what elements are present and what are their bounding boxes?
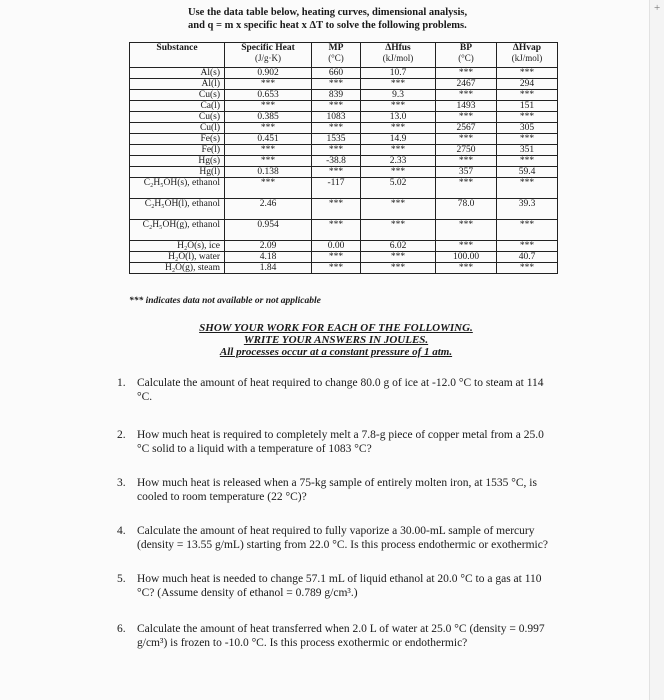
problem-text: How much heat is required to completely melt a 7.8-g piece of copper metal from a 25.0 °C solid to a liquid with a temperature of 1083 °C? bbox=[137, 429, 544, 455]
substance-cell: H₂O(g), steam bbox=[130, 263, 225, 274]
problem-number: 4. bbox=[117, 525, 126, 537]
table-cell: 5.02 bbox=[361, 178, 436, 199]
table-cell: *** bbox=[497, 220, 558, 241]
problem-text: Calculate the amount of heat required to fully vaporize a 30.00-mL sample of mercury (density = 13.55 g/mL) starting from 22.0 °C. Is this process endothermic or exothermic? bbox=[137, 525, 548, 551]
plus-icon: + bbox=[654, 2, 661, 14]
table-cell: *** bbox=[361, 101, 436, 112]
problem-text: Calculate the amount of heat required to change 80.0 g of ice at -12.0 °C to steam at 114 °C. bbox=[137, 377, 544, 403]
table-cell: 40.7 bbox=[497, 252, 558, 263]
problem-item bbox=[117, 524, 557, 552]
table-cell: 1493 bbox=[436, 101, 497, 112]
table-cell: *** bbox=[436, 156, 497, 167]
substance-cell: C₂H₅OH(s), ethanol bbox=[130, 178, 225, 199]
table-cell: 100.00 bbox=[436, 252, 497, 263]
table-cell: *** bbox=[225, 178, 312, 199]
table-cell: 294 bbox=[497, 79, 558, 90]
table-cell: *** bbox=[312, 220, 361, 241]
table-cell: 0.954 bbox=[225, 220, 312, 241]
table-cell: 13.0 bbox=[361, 112, 436, 123]
substance-cell: Cu(s) bbox=[130, 90, 225, 101]
table-cell: *** bbox=[312, 263, 361, 274]
table-cell: *** bbox=[225, 123, 312, 134]
table-cell: 2.46 bbox=[225, 199, 312, 220]
table-row bbox=[130, 112, 558, 123]
substance-cell: Cu(l) bbox=[130, 123, 225, 134]
table-header-row bbox=[130, 43, 558, 68]
problem-number: 2. bbox=[117, 429, 126, 441]
table-cell: *** bbox=[225, 145, 312, 156]
table-cell: 2750 bbox=[436, 145, 497, 156]
table-cell: *** bbox=[312, 79, 361, 90]
table-cell: *** bbox=[497, 134, 558, 145]
problem-item bbox=[117, 622, 557, 650]
header-specific-heat: Specific Heat (J/g·K) bbox=[225, 43, 312, 68]
instruction-line-3: All processes occur at a constant pressure of 1 atm. bbox=[219, 346, 453, 358]
table-cell: 151 bbox=[497, 101, 558, 112]
table-row bbox=[130, 241, 558, 252]
table-cell: 59.4 bbox=[497, 167, 558, 178]
table-cell: *** bbox=[361, 145, 436, 156]
table-row bbox=[130, 199, 558, 220]
problem-text: How much heat is released when a 75-kg sample of entirely molten iron, at 1535 °C, is cooled to room temperature (22 °C)? bbox=[137, 477, 537, 503]
table-cell: 660 bbox=[312, 68, 361, 79]
header-dhfus: ΔHfus (kJ/mol) bbox=[361, 43, 436, 68]
table-cell: *** bbox=[497, 241, 558, 252]
table-row bbox=[130, 68, 558, 79]
table-cell: *** bbox=[312, 123, 361, 134]
table-cell: 1535 bbox=[312, 134, 361, 145]
table-row bbox=[130, 252, 558, 263]
table-cell: 78.0 bbox=[436, 199, 497, 220]
problem-item bbox=[117, 476, 557, 504]
table-cell: *** bbox=[361, 263, 436, 274]
substance-cell: Hg(l) bbox=[130, 167, 225, 178]
table-cell: 39.3 bbox=[497, 199, 558, 220]
table-cell: *** bbox=[436, 68, 497, 79]
problem-number: 3. bbox=[117, 477, 126, 489]
problem-item bbox=[117, 572, 557, 600]
substance-cell: H₂O(l), water bbox=[130, 252, 225, 263]
table-cell: 305 bbox=[497, 123, 558, 134]
table-cell: *** bbox=[436, 178, 497, 199]
substance-cell: Fe(l) bbox=[130, 145, 225, 156]
page-edge bbox=[649, 0, 664, 700]
table-cell: *** bbox=[361, 123, 436, 134]
table-cell: *** bbox=[312, 101, 361, 112]
table-cell: 4.18 bbox=[225, 252, 312, 263]
intro-line-2: and q = m x specific heat x ΔT to solve the following problems. bbox=[188, 20, 467, 31]
table-cell: *** bbox=[497, 112, 558, 123]
table-cell: *** bbox=[225, 101, 312, 112]
table-row bbox=[130, 156, 558, 167]
problem-item bbox=[117, 376, 557, 404]
table-cell: *** bbox=[361, 220, 436, 241]
substance-cell: Al(s) bbox=[130, 68, 225, 79]
table-cell: *** bbox=[497, 178, 558, 199]
table-cell: 0.653 bbox=[225, 90, 312, 101]
intro-text bbox=[188, 6, 508, 32]
table-cell: *** bbox=[497, 156, 558, 167]
table-cell: *** bbox=[436, 263, 497, 274]
table-cell: *** bbox=[436, 112, 497, 123]
problem-item bbox=[117, 428, 557, 456]
table-cell: 0.902 bbox=[225, 68, 312, 79]
header-bp: BP (°C) bbox=[436, 43, 497, 68]
table-row bbox=[130, 220, 558, 241]
table-cell: 357 bbox=[436, 167, 497, 178]
table-row bbox=[130, 90, 558, 101]
problem-text: Calculate the amount of heat transferred when 2.0 L of water at 25.0 °C (density = 0.997 g/cm³) is frozen to -10.0 °C. Is this process exothermic or endothermic? bbox=[137, 623, 545, 649]
table-cell: *** bbox=[436, 90, 497, 101]
table-cell: 10.7 bbox=[361, 68, 436, 79]
table-cell: 0.00 bbox=[312, 241, 361, 252]
table-cell: 6.02 bbox=[361, 241, 436, 252]
table-cell: 0.451 bbox=[225, 134, 312, 145]
problem-number: 1. bbox=[117, 377, 126, 389]
substance-cell: Al(l) bbox=[130, 79, 225, 90]
table-cell: 2.33 bbox=[361, 156, 436, 167]
table-cell: 1083 bbox=[312, 112, 361, 123]
instruction-line-2: WRITE YOUR ANSWERS IN JOULES. bbox=[243, 334, 429, 346]
table-cell: *** bbox=[497, 68, 558, 79]
table-cell: *** bbox=[312, 199, 361, 220]
table-cell: *** bbox=[361, 199, 436, 220]
table-cell: 0.385 bbox=[225, 112, 312, 123]
table-cell: *** bbox=[361, 79, 436, 90]
table-cell: *** bbox=[497, 263, 558, 274]
table-row bbox=[130, 145, 558, 156]
problem-text: How much heat is needed to change 57.1 mL of liquid ethanol at 20.0 °C to a gas at 110 °C? (Assume density of ethanol = 0.789 g/cm³.) bbox=[137, 573, 542, 599]
substance-cell: Fe(s) bbox=[130, 134, 225, 145]
table-cell: *** bbox=[361, 252, 436, 263]
table-cell: 14.9 bbox=[361, 134, 436, 145]
instructions bbox=[176, 322, 496, 358]
header-mp: MP (°C) bbox=[312, 43, 361, 68]
table-cell: 0.138 bbox=[225, 167, 312, 178]
substance-cell: Cu(s) bbox=[130, 112, 225, 123]
substance-cell: C₂H₅OH(g), ethanol bbox=[130, 220, 225, 241]
table-cell: 2.09 bbox=[225, 241, 312, 252]
table-cell: *** bbox=[312, 167, 361, 178]
table-cell: *** bbox=[436, 134, 497, 145]
table-row bbox=[130, 101, 558, 112]
table-row bbox=[130, 79, 558, 90]
substance-cell: H₂O(s), ice bbox=[130, 241, 225, 252]
table-cell: *** bbox=[312, 145, 361, 156]
table-cell: *** bbox=[436, 220, 497, 241]
problem-list bbox=[117, 376, 557, 650]
table-cell: *** bbox=[361, 167, 436, 178]
table-cell: 2467 bbox=[436, 79, 497, 90]
intro-line-1: Use the data table below, heating curves, dimensional analysis, bbox=[188, 7, 468, 18]
table-cell: *** bbox=[497, 90, 558, 101]
header-substance: Substance bbox=[130, 43, 225, 68]
table-cell: -38.8 bbox=[312, 156, 361, 167]
table-row bbox=[130, 167, 558, 178]
table-row bbox=[130, 123, 558, 134]
table-cell: *** bbox=[436, 241, 497, 252]
table-cell: *** bbox=[225, 156, 312, 167]
data-table bbox=[129, 42, 558, 274]
substance-cell: Hg(s) bbox=[130, 156, 225, 167]
table-cell: *** bbox=[225, 79, 312, 90]
table-cell: -117 bbox=[312, 178, 361, 199]
table-footnote: *** indicates data not available or not applicable bbox=[129, 296, 321, 306]
table-row bbox=[130, 263, 558, 274]
table-row bbox=[130, 134, 558, 145]
table-cell: 2567 bbox=[436, 123, 497, 134]
header-dhvap: ΔHvap (kJ/mol) bbox=[497, 43, 558, 68]
table-cell: *** bbox=[312, 252, 361, 263]
table-cell: 839 bbox=[312, 90, 361, 101]
table-cell: 9.3 bbox=[361, 90, 436, 101]
table-cell: 351 bbox=[497, 145, 558, 156]
problem-number: 6. bbox=[117, 623, 126, 635]
problem-number: 5. bbox=[117, 573, 126, 585]
table-cell: 1.84 bbox=[225, 263, 312, 274]
substance-cell: C₂H₅OH(l), ethanol bbox=[130, 199, 225, 220]
table-row bbox=[130, 178, 558, 199]
substance-cell: Ca(l) bbox=[130, 101, 225, 112]
instruction-line-1: SHOW YOUR WORK FOR EACH OF THE FOLLOWING. bbox=[199, 322, 473, 334]
